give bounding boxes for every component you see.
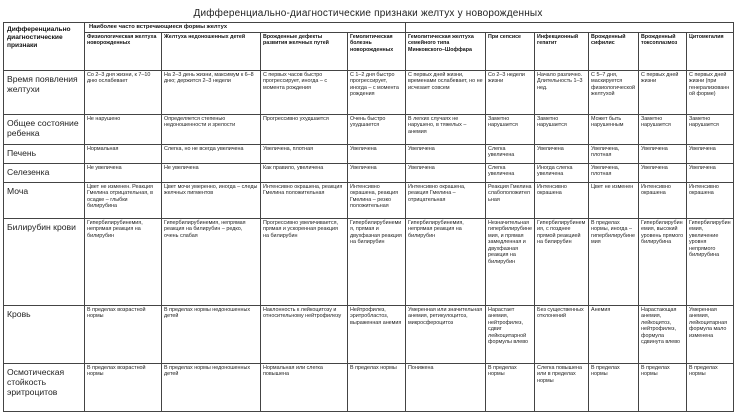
- table-cell: Без существенных отклонений: [535, 305, 589, 363]
- table-cell: Умеренная анемия, лейкоцитарная формула мало изменена: [687, 305, 734, 363]
- row-label: Моча: [4, 182, 85, 218]
- diagnostic-table: [3, 22, 734, 412]
- table-cell: Очень быстро ухудшается: [348, 114, 406, 144]
- table-cell: С первых дней жизни, временами ослабевает, но не исчезает совсем: [406, 70, 486, 114]
- table-cell: Гипербилирубинемия, прямая и двухфазная реакция на билирубин: [348, 218, 406, 305]
- table-cell: С 1–2 дня быстро прогрессирует, иногда – с момента рождения: [348, 70, 406, 114]
- table-row: [4, 144, 734, 163]
- table-cell: В пределах нормы: [639, 363, 687, 411]
- table-cell: Гипербилирубинемия, увеличение уровня непрямого билирубина: [687, 218, 734, 305]
- header-filler: [406, 23, 734, 33]
- table-cell: Нарастает анемия, нейтрофилез, сдвиг лейкоцитарной формулы влево: [486, 305, 535, 363]
- table-cell: Увеличена: [348, 163, 406, 182]
- table-title: Дифференциально-диагностические признаки желтух у новорожденных: [193, 8, 543, 19]
- table-cell: Как правило, увеличена: [261, 163, 348, 182]
- table-row: [4, 182, 734, 218]
- table-cell: Интенсивно окрашена: [535, 182, 589, 218]
- table-row: [4, 163, 734, 182]
- table-cell: Увеличена: [687, 163, 734, 182]
- table-cell: С первых дней жизни: [639, 70, 687, 114]
- table-cell: На 2–3 день жизни, максимум к 6–8 дню; держится 2–3 недели: [162, 70, 261, 114]
- table-cell: Наклонность к лейкоцитозу и относительному нейтрофилезу: [261, 305, 348, 363]
- table-cell: Прогрессивно увеличивается, прямая и ускоренная реакция на билирубин: [261, 218, 348, 305]
- table-cell: Цвет мочи умеренно, иногда – следы желчных пигментов: [162, 182, 261, 218]
- column-header: Врожденный токсоплазмоз: [639, 32, 687, 70]
- table-cell: В пределах нормы: [589, 363, 639, 411]
- table-cell: Слегка повышена или в пределах нормы: [535, 363, 589, 411]
- table-cell: Увеличена, плотная: [589, 144, 639, 163]
- column-header: Гемолитическая желтуха семейного типа Минковского–Шоффара: [406, 32, 486, 70]
- column-header: Желтуха недоношенных детей: [162, 32, 261, 70]
- table-cell: В пределах нормы: [348, 363, 406, 411]
- row-label: Печень: [4, 144, 85, 163]
- table-cell: Заметно нарушается: [486, 114, 535, 144]
- table-cell: Анемия: [589, 305, 639, 363]
- table-cell: С первых дней жизни (при генерализованной форме): [687, 70, 734, 114]
- row-label: Время появления желтухи: [4, 70, 85, 114]
- table-cell: Гипербилирубинемия, непрямая реакция на билирубин: [85, 218, 162, 305]
- table-cell: Нормальная или слегка повышена: [261, 363, 348, 411]
- table-cell: Слегка увеличена: [486, 144, 535, 163]
- column-header: При сепсисе: [486, 32, 535, 70]
- table-cell: Цвет не изменен: [589, 182, 639, 218]
- header-row-columns: [4, 32, 734, 70]
- table-row: [4, 70, 734, 114]
- column-header: Физиологическая желтуха новорожденных: [85, 32, 162, 70]
- table-cell: Увеличена: [535, 144, 589, 163]
- table-row: [4, 305, 734, 363]
- table-cell: Интенсивно окрашена: [639, 182, 687, 218]
- table-cell: Интенсивно окрашена, реакция Гмелина – отрицательная: [406, 182, 486, 218]
- table-cell: Увеличена, плотная: [261, 144, 348, 163]
- table-cell: Заметно нарушается: [687, 114, 734, 144]
- table-cell: В пределах возрастной нормы: [85, 305, 162, 363]
- column-header: Гемолитическая болезнь новорожденных: [348, 32, 406, 70]
- group-header: Наиболее часто встречающиеся формы желтух: [85, 23, 406, 33]
- table-cell: Незначительная гипербилирубинемия, и прямая замедленная и двухфазная реакция на билирубин: [486, 218, 535, 305]
- row-label: Осмотическая стойкость эритроцитов: [4, 363, 85, 411]
- column-header: Врожденный сифилис: [589, 32, 639, 70]
- table-cell: Не нарушено: [85, 114, 162, 144]
- row-label: Селезенка: [4, 163, 85, 182]
- table-cell: Может быть нарушенным: [589, 114, 639, 144]
- table-cell: Интенсивно окрашена, реакция Гмелина положительная: [261, 182, 348, 218]
- table-cell: С 5–7 дня, маскируется физиологической желтухой: [589, 70, 639, 114]
- row-label: Общее состояние ребенка: [4, 114, 85, 144]
- table-cell: Увеличена: [639, 163, 687, 182]
- column-header: Инфекционный гепатит: [535, 32, 589, 70]
- row-label: Кровь: [4, 305, 85, 363]
- table-cell: Прогрессивно ухудшается: [261, 114, 348, 144]
- table-cell: Реакция Гмелина слабоположительная: [486, 182, 535, 218]
- table-cell: Гипербилирубинемия, непрямая реакция на билирубин – редко, очень слабая: [162, 218, 261, 305]
- table-row: [4, 114, 734, 144]
- table-cell: Интенсивно окрашена, реакция Гмелина – резко положительная: [348, 182, 406, 218]
- table-row: [4, 218, 734, 305]
- corner-label: Дифференциально диагностические признаки: [4, 23, 85, 71]
- table-cell: Нормальная: [85, 144, 162, 163]
- table-cell: Понижена: [406, 363, 486, 411]
- table-cell: Цвет не изменен. Реакция Гмелина отрицательная, в осадке – глыбки билирубина: [85, 182, 162, 218]
- table-cell: В пределах нормы недоношенных детей: [162, 363, 261, 411]
- table-cell: Увеличена: [348, 144, 406, 163]
- table-cell: Слегка, но не всегда увеличена: [162, 144, 261, 163]
- table-cell: Увеличена, плотная: [589, 163, 639, 182]
- column-header: Цитомегалия: [687, 32, 734, 70]
- table-cell: Интенсивно окрашена: [687, 182, 734, 218]
- table-cell: Со 2–3 дня жизни, к 7–10 дню ослабевает: [85, 70, 162, 114]
- table-cell: Гипербилирубинемия, высокий уровень прямого билирубина: [639, 218, 687, 305]
- table-cell: Гипербилирубинемия, с позднее прямой реакцией на билирубин: [535, 218, 589, 305]
- table-cell: Гипербилирубинемия, непрямая реакция на билирубин: [406, 218, 486, 305]
- table-cell: Не увеличена: [85, 163, 162, 182]
- table-cell: В пределах нормы, иногда – гипербилирубинемия: [589, 218, 639, 305]
- table-cell: Увеличена: [406, 144, 486, 163]
- table-cell: В пределах нормы недоношенных детей: [162, 305, 261, 363]
- table-cell: Определяется степенью недоношенности и зрелости: [162, 114, 261, 144]
- table-cell: Увеличена: [406, 163, 486, 182]
- table-cell: Умеренная или значительная анемия, ретикулоцитоз, микросфероцитоз: [406, 305, 486, 363]
- table-cell: Увеличена: [639, 144, 687, 163]
- header-row-group: [4, 23, 734, 33]
- table-row: [4, 363, 734, 411]
- table-cell: Заметно нарушается: [639, 114, 687, 144]
- table-cell: Иногда слегка увеличена: [535, 163, 589, 182]
- table-cell: В пределах возрастной нормы: [85, 363, 162, 411]
- table-cell: Увеличена: [687, 144, 734, 163]
- table-cell: Со 2–3 недели жизни: [486, 70, 535, 114]
- column-header: Врожденные дефекты развития желчных путей: [261, 32, 348, 70]
- table-cell: Не увеличена: [162, 163, 261, 182]
- table-cell: С первых часов быстро прогрессирует, иногда – с момента рождения: [261, 70, 348, 114]
- table-cell: Заметно нарушается: [535, 114, 589, 144]
- table-cell: Начало различно. Длительность 1–3 нед.: [535, 70, 589, 114]
- table-cell: В легких случаях не нарушено, в тяжелых – анемия: [406, 114, 486, 144]
- row-label: Билирубин крови: [4, 218, 85, 305]
- table-cell: Нейтрофилез, эритробластоз, выраженная анемия: [348, 305, 406, 363]
- table-cell: В пределах нормы: [486, 363, 535, 411]
- table-cell: Слегка увеличена: [486, 163, 535, 182]
- table-cell: Нарастающая анемия, лейкоцитоз, нейтрофилез, формула сдвинута влево: [639, 305, 687, 363]
- table-cell: В пределах нормы: [687, 363, 734, 411]
